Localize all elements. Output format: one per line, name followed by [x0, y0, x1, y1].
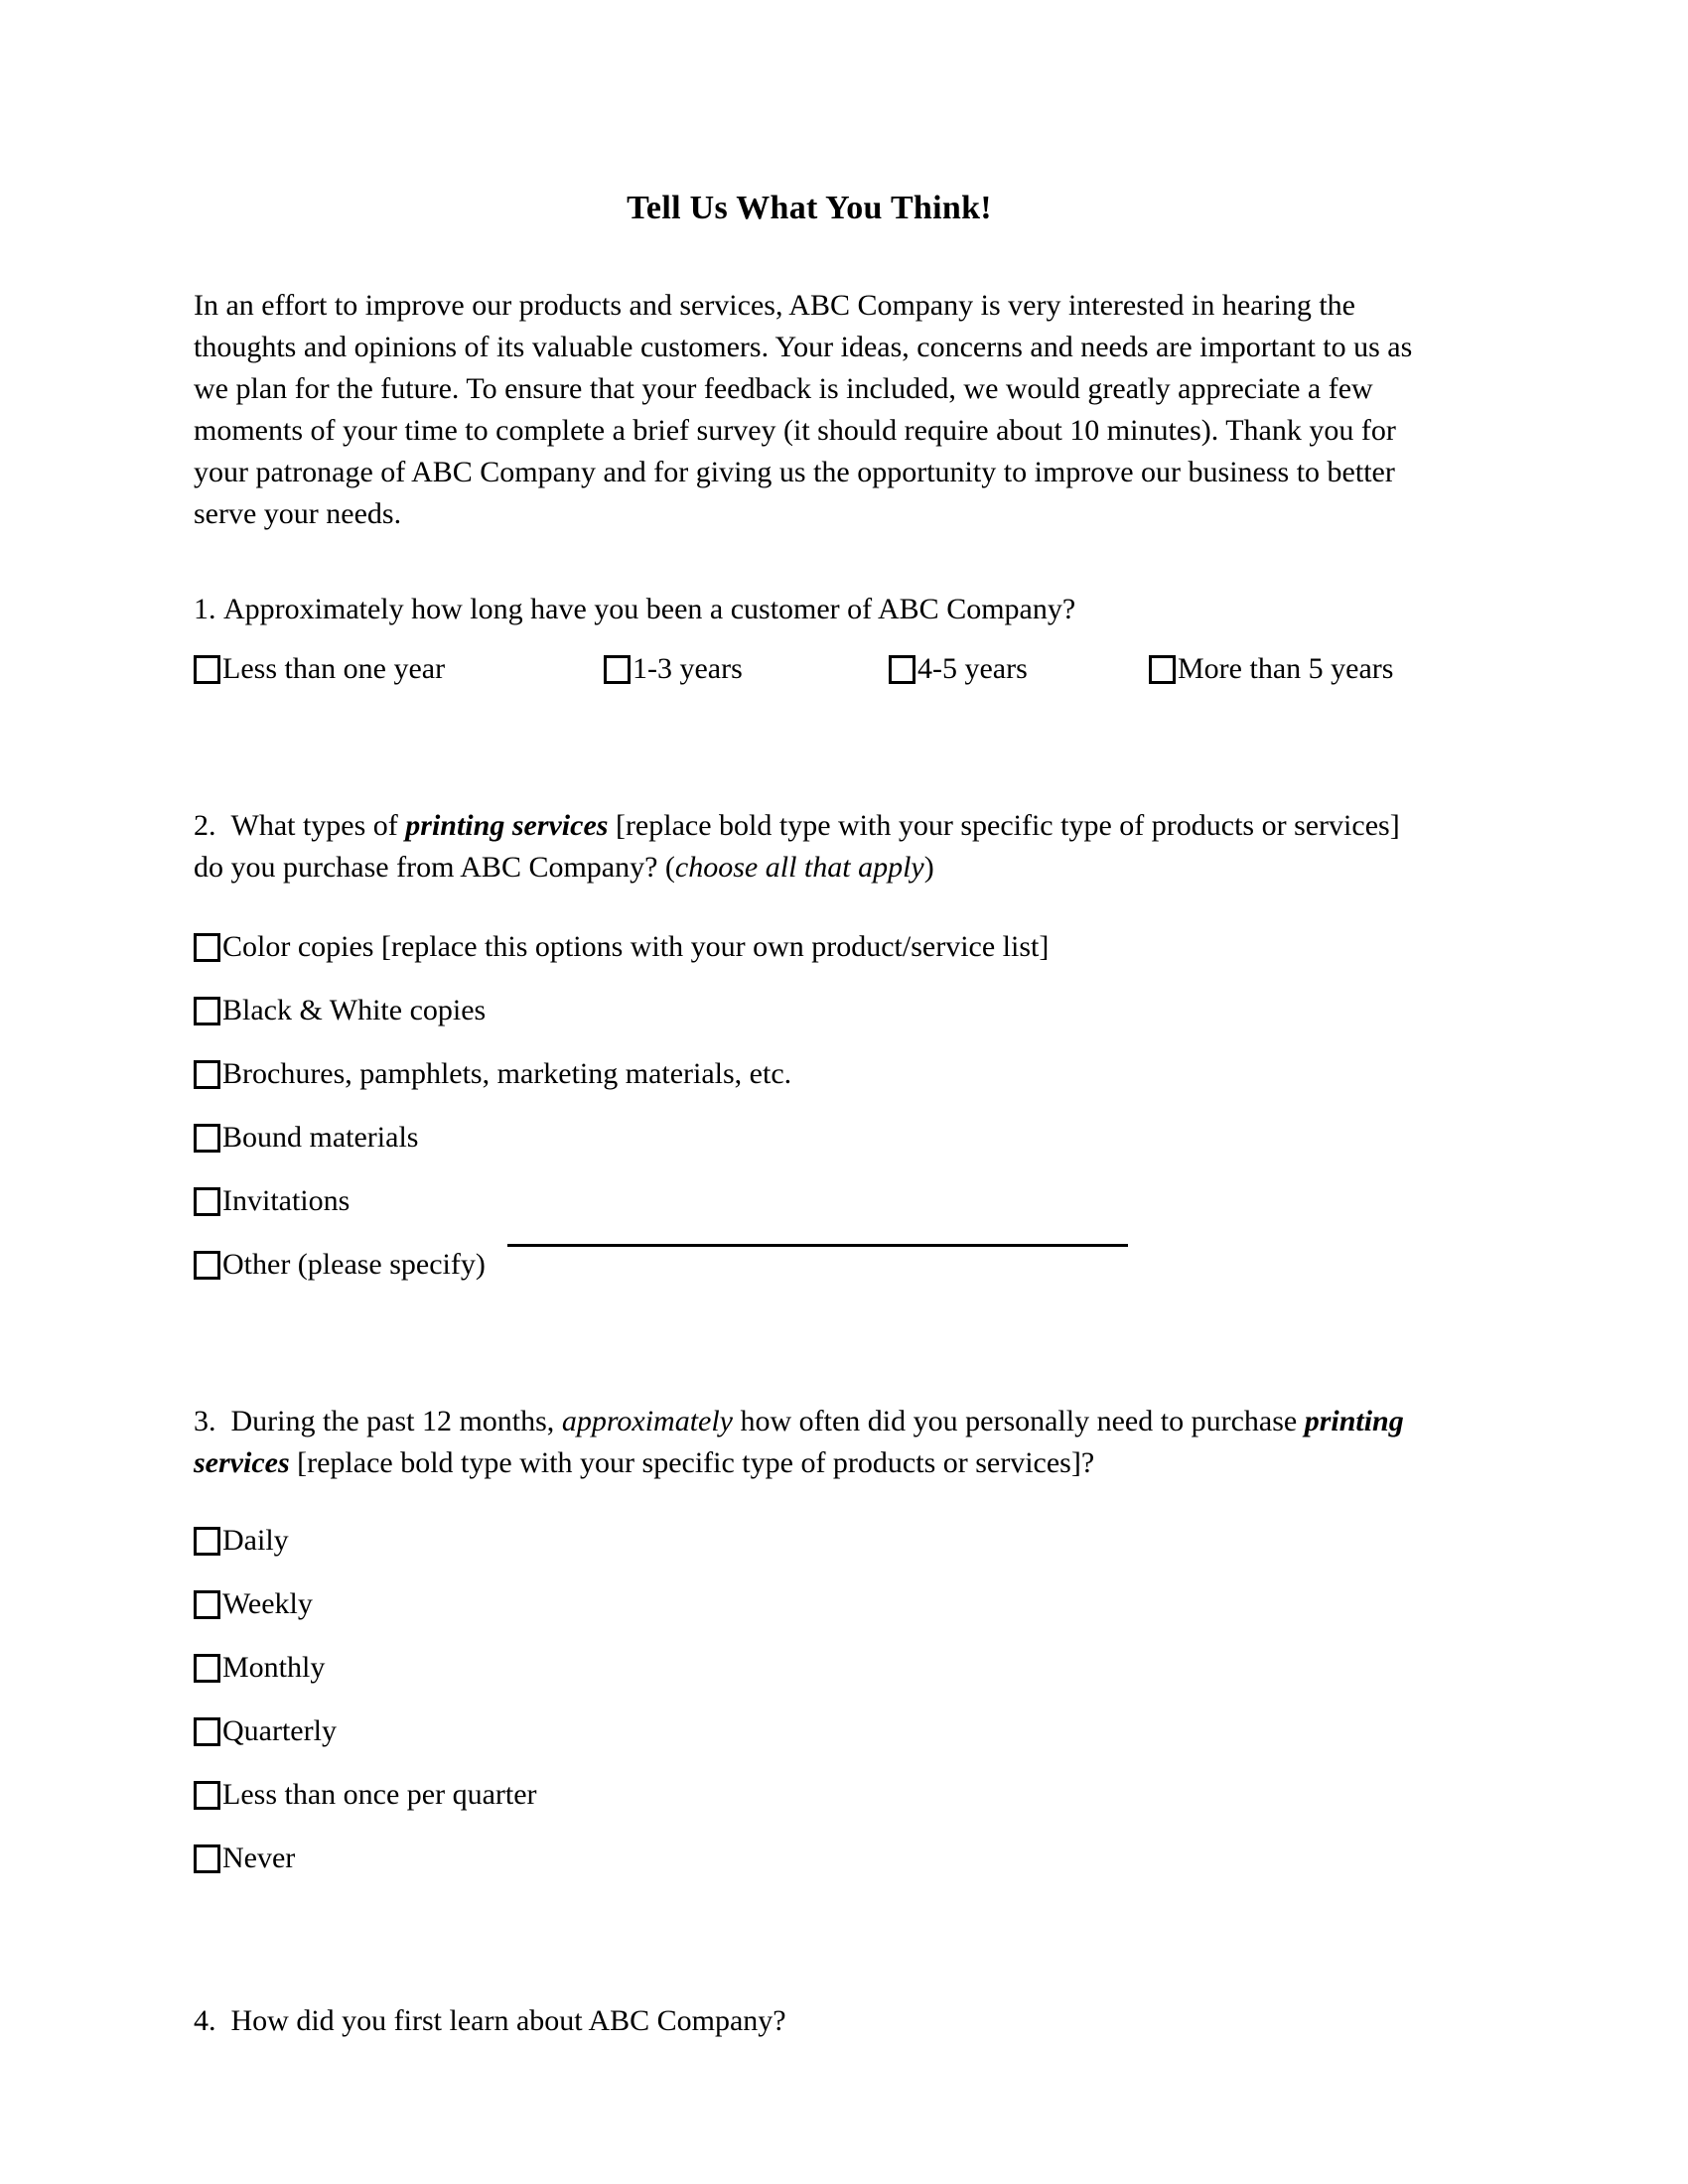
- question-1-text: Approximately how long have you been a customer of ABC Company?: [223, 592, 1076, 625]
- option-label: Color copies [replace this options with your own product/service list]: [222, 929, 1050, 963]
- other-specify-write-in-line[interactable]: [507, 1244, 1128, 1247]
- option-daily[interactable]: [194, 1520, 1425, 1562]
- question-4-block: [194, 1879, 1425, 2042]
- question-2-emphasis-printing-services: printing services: [405, 808, 609, 842]
- checkbox-icon[interactable]: [194, 1251, 220, 1280]
- option-4-5-years[interactable]: [889, 648, 1028, 690]
- question-3-text-part3: [replace bold type with your specific type of products or services]?: [289, 1445, 1095, 1479]
- question-1-number: 1.: [194, 592, 216, 625]
- option-less-than-one-year[interactable]: [194, 648, 445, 690]
- option-monthly[interactable]: [194, 1647, 1425, 1689]
- question-3-number: 3.: [194, 1404, 216, 1437]
- question-2-number: 2.: [194, 808, 216, 842]
- question-2-text-part2: [replace bold type with your specific type of products or services] do you purchase from ABC Company? (: [194, 808, 1400, 884]
- option-label: Quarterly: [222, 1713, 337, 1747]
- option-1-3-years[interactable]: [604, 648, 743, 690]
- option-quarterly[interactable]: [194, 1710, 1425, 1752]
- option-label: Monthly: [222, 1650, 326, 1684]
- question-3-text-part1: During the past 12 months,: [230, 1404, 562, 1437]
- question-4-text: How did you first learn about ABC Company?: [230, 2003, 786, 2037]
- option-invitations[interactable]: [194, 1180, 1425, 1222]
- question-3-prompt: [194, 1401, 1425, 1484]
- document-content: [194, 0, 1425, 2042]
- checkbox-icon[interactable]: [194, 1781, 220, 1810]
- question-3-text-part2: how often did you personally need to purchase: [733, 1404, 1305, 1437]
- option-color-copies[interactable]: [194, 926, 1425, 968]
- question-2-emphasis-choose-all: choose all that apply: [674, 850, 924, 884]
- option-label: Less than once per quarter: [222, 1777, 537, 1811]
- question-2-options: [194, 888, 1425, 1286]
- option-less-than-once-per-quarter[interactable]: [194, 1774, 1425, 1816]
- option-label: Less than one year: [222, 651, 446, 685]
- option-brochures[interactable]: [194, 1053, 1425, 1095]
- option-label: Weekly: [222, 1586, 313, 1620]
- option-label: Brochures, pamphlets, marketing materials, etc.: [222, 1056, 792, 1090]
- option-label: Black & White copies: [222, 993, 487, 1026]
- checkbox-icon[interactable]: [194, 1844, 220, 1873]
- option-label: 1-3 years: [633, 651, 743, 685]
- question-2-block: [194, 706, 1425, 1286]
- checkbox-icon[interactable]: [194, 1124, 220, 1153]
- option-never[interactable]: [194, 1838, 1425, 1879]
- option-label: Bound materials: [222, 1120, 419, 1154]
- question-2-prompt: [194, 805, 1425, 888]
- question-4-number: 4.: [194, 2003, 216, 2037]
- checkbox-icon[interactable]: [1149, 655, 1176, 684]
- question-1-options: [194, 648, 1425, 706]
- question-3-block: [194, 1286, 1425, 1879]
- option-label: Invitations: [222, 1183, 351, 1217]
- question-1-block: [194, 535, 1425, 706]
- checkbox-icon[interactable]: [604, 655, 631, 684]
- checkbox-icon[interactable]: [194, 997, 220, 1025]
- checkbox-icon[interactable]: [194, 933, 220, 962]
- checkbox-icon[interactable]: [194, 1060, 220, 1089]
- option-bound-materials[interactable]: [194, 1117, 1425, 1159]
- question-3-emphasis-printing-services: printing services: [194, 1404, 1404, 1479]
- checkbox-icon[interactable]: [194, 655, 220, 684]
- option-label: Never: [222, 1841, 296, 1874]
- page-title: Tell Us What You Think!: [627, 190, 992, 226]
- intro-paragraph: In an effort to improve our products and services, ABC Company is very interested in hearing the thoughts and opinions of its valuable customers. Your ideas, concerns and needs are important to us as we plan for the future. To ensure that your feedback is included, we would greatly appreciate a few moments of your time to complete a brief survey (it should require about 10 minutes). Thank you for your patronage of ABC Company and for giving us the opportunity to improve our business to better serve your needs.: [194, 288, 1413, 530]
- question-1-prompt: [194, 589, 1425, 630]
- option-label: More than 5 years: [1178, 651, 1394, 685]
- option-weekly[interactable]: [194, 1583, 1425, 1625]
- question-2-text-part3: ): [923, 850, 934, 884]
- option-black-white-copies[interactable]: [194, 990, 1425, 1031]
- option-label: Other (please specify): [222, 1247, 486, 1281]
- option-label: Daily: [222, 1523, 289, 1557]
- question-3-options: [194, 1484, 1425, 1879]
- checkbox-icon[interactable]: [194, 1654, 220, 1683]
- question-3-emphasis-approximately: approximately: [561, 1404, 733, 1437]
- checkbox-icon[interactable]: [194, 1590, 220, 1619]
- option-other-specify[interactable]: [194, 1244, 1425, 1286]
- option-label: 4-5 years: [917, 651, 1028, 685]
- question-4-prompt: [194, 2000, 1425, 2042]
- option-more-than-5-years[interactable]: [1149, 648, 1393, 690]
- checkbox-icon[interactable]: [889, 655, 915, 684]
- question-2-text-part1: What types of: [230, 808, 406, 842]
- checkbox-icon[interactable]: [194, 1187, 220, 1216]
- checkbox-icon[interactable]: [194, 1717, 220, 1746]
- checkbox-icon[interactable]: [194, 1527, 220, 1556]
